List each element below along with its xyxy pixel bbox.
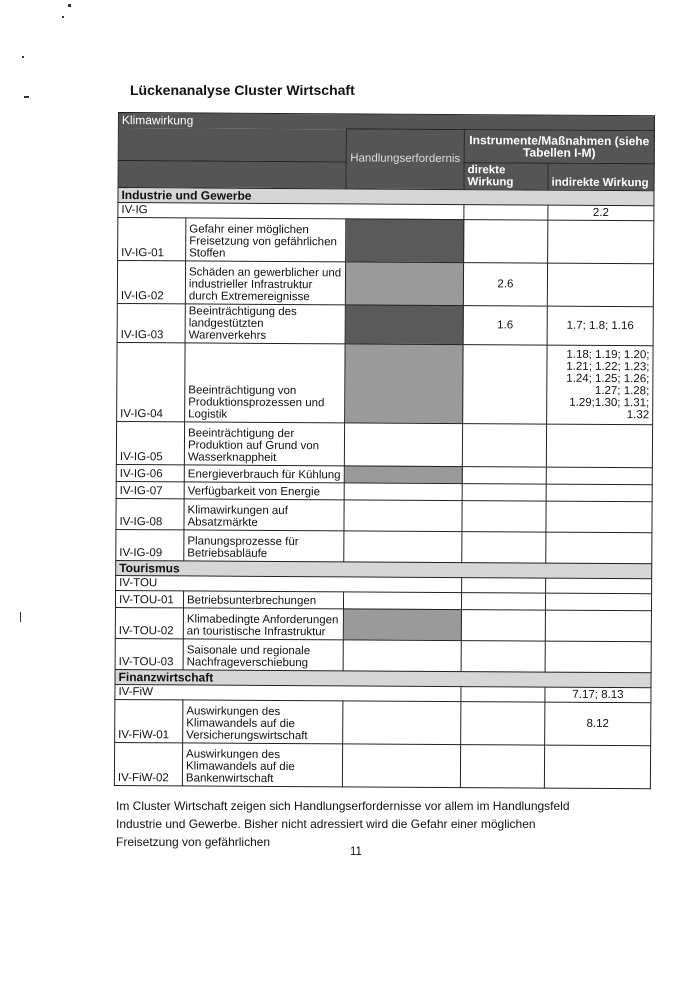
direct-effect-cell [464,204,548,220]
need-level-cell [343,608,461,640]
impact-description: Gefahr einer möglichen Freisetzung von gefährlichen Stoffen [186,217,346,261]
impact-code: IV-IG-01 [118,217,186,260]
table-row [115,607,651,641]
indirect-effect-cell: 2.2 [548,205,654,221]
need-level-cell [344,499,462,531]
section-title: Industrie und Gewerbe [118,187,654,205]
indirect-effect-cell: 8.12 [545,702,651,746]
table-row [116,529,652,563]
body-paragraph: Im Cluster Wirtschaft zeigen sich Handlungserfordernisse vor allem im Handlungsfeld Industrie und Gewerbe. Bisher nicht adressiert wird die Gefahr einer möglichen Freisetzung von gefährlichen [116,799,570,849]
impact-description: Auswirkungen des Klimawandels auf die Versicherungswirtschaft [183,699,343,743]
indirect-effect-cell [547,263,653,307]
impact-description: Beeinträchtigung des landgestützten Warenverkehrs [185,303,345,343]
direct-effect-cell [461,592,545,610]
direct-effect-cell [462,466,546,484]
impact-code: IV-FiW-01 [115,699,183,742]
cluster-code: IV-IG [118,202,464,219]
direct-effect-cell [462,531,546,563]
table-row [118,217,654,263]
indirect-effect-cell [546,578,652,594]
table-row [114,742,650,788]
direct-effect-cell [462,577,546,593]
indirect-effect-cell [545,641,651,673]
need-level-cell [344,482,462,500]
indirect-effect-cell [544,745,650,789]
direct-effect-cell [461,609,545,641]
document-title: Lückenanalyse Cluster Wirtschaft [130,82,355,98]
indirect-effect-cell [546,467,652,485]
impact-code: IV-IG-06 [116,464,184,481]
indirect-effect-cell: 1.7; 1.8; 1.16 [547,306,653,346]
indirect-effect-cell [545,610,651,642]
direkte-wirkung-header: direkte Wirkung [464,162,548,190]
impact-description: Saisonale und regionale Nachfrageverschiebung [183,638,343,670]
section-title: Tourismus [116,560,652,578]
scan-speck [24,96,29,98]
impact-description: Beeinträchtigung der Produktion auf Grund von Wasserknappheit [184,421,344,465]
section-title: Finanzwirtschaft [115,669,651,687]
scan-speck [20,612,21,622]
direct-effect-cell [462,500,546,532]
need-level-cell [343,591,461,609]
handlungserfordernis-label: Handlungserfordernis [350,152,461,166]
indirect-effect-cell [546,484,652,502]
indirect-effect-cell [548,220,654,264]
impact-description: Auswirkungen des Klimawandels auf die Bankenwirtschaft [182,742,342,786]
cluster-code: IV-FiW [115,684,461,701]
indirekte-wirkung-header: indirekte Wirkung [548,163,654,191]
need-level-cell [345,304,463,344]
need-level-cell [343,700,461,744]
need-level-cell [344,422,462,466]
page-number: 11 [350,846,362,858]
impact-code: IV-IG-05 [116,421,184,464]
gap-analysis-table [114,112,655,789]
need-level-cell [345,261,463,305]
direct-effect-cell [461,640,545,672]
need-level-cell [346,218,464,262]
scan-speck [22,56,24,58]
impact-description: Klimabedingte Anforderungen an touristische Infrastruktur [183,607,343,639]
scan-speck [68,4,71,7]
impact-description: Verfügbarkeit von Energie [184,481,344,499]
impact-code: IV-IG-03 [117,303,185,342]
impact-code: IV-IG-08 [116,498,184,529]
direct-effect-cell [461,686,545,702]
indirect-effect-cell [546,501,652,533]
need-level-cell [345,343,463,423]
table-row [116,498,652,532]
impact-code: IV-FiW-02 [114,742,182,785]
indirect-effect-cell [546,532,652,564]
direct-effect-cell [462,483,546,501]
direct-effect-cell [460,744,544,788]
table-row [116,421,652,467]
table-row [115,699,651,745]
need-level-cell [344,530,462,562]
indirect-effect-cell: 1.18; 1.19; 1.20; 1.21; 1.22; 1.23; 1.24; 1.25; 1.26; 1.27; 1.28; 1.29;1.30; 1.31; 1.32 [547,345,653,425]
impact-description: Energieverbrauch für Kühlung [184,464,344,482]
impact-description: Beeinträchtigung von Produktionsprozessen und Logistik [185,342,345,422]
instrumente-header: Instrumente/Maßnahmen (siehe Tabellen I-M) [464,130,654,164]
direct-effect-cell: 1.6 [463,305,547,345]
cluster-code: IV-TOU [116,575,462,592]
impact-code: IV-IG-04 [117,342,185,421]
handlungserfordernis-header [346,129,464,189]
direct-effect-cell: 2.6 [463,262,547,306]
impact-description: Klimawirkungen auf Absatzmärkte [184,498,344,530]
need-level-cell [344,465,462,483]
impact-code: IV-IG-02 [117,260,185,303]
direct-effect-cell [464,219,548,263]
direct-effect-cell [461,701,545,745]
impact-description: Betriebsunterbrechungen [183,590,343,608]
impact-code: IV-IG-09 [116,529,184,560]
header-row-2 [118,128,654,164]
scan-speck [62,16,64,18]
impact-description: Schäden an gewerblicher und industrieller Infrastruktur durch Extremereignisse [185,260,345,304]
direct-effect-cell [463,344,547,424]
need-level-cell [342,743,460,787]
table-row [117,303,653,345]
impact-code: IV-TOU-01 [115,590,183,607]
impact-code: IV-TOU-03 [115,638,183,669]
klimawirkung-header: Klimawirkung [118,113,654,131]
impact-description: Planungsprozesse für Betriebsabläufe [184,529,344,561]
indirect-effect-cell: 7.17; 8.13 [545,687,651,703]
table-row [115,638,651,672]
indirect-effect-cell [545,593,651,611]
table-row [117,260,653,306]
table-row [117,342,653,424]
impact-code: IV-IG-07 [116,481,184,498]
direct-effect-cell [462,423,546,467]
indirect-effect-cell [546,424,652,468]
impact-code: IV-TOU-02 [115,607,183,638]
need-level-cell [343,639,461,671]
